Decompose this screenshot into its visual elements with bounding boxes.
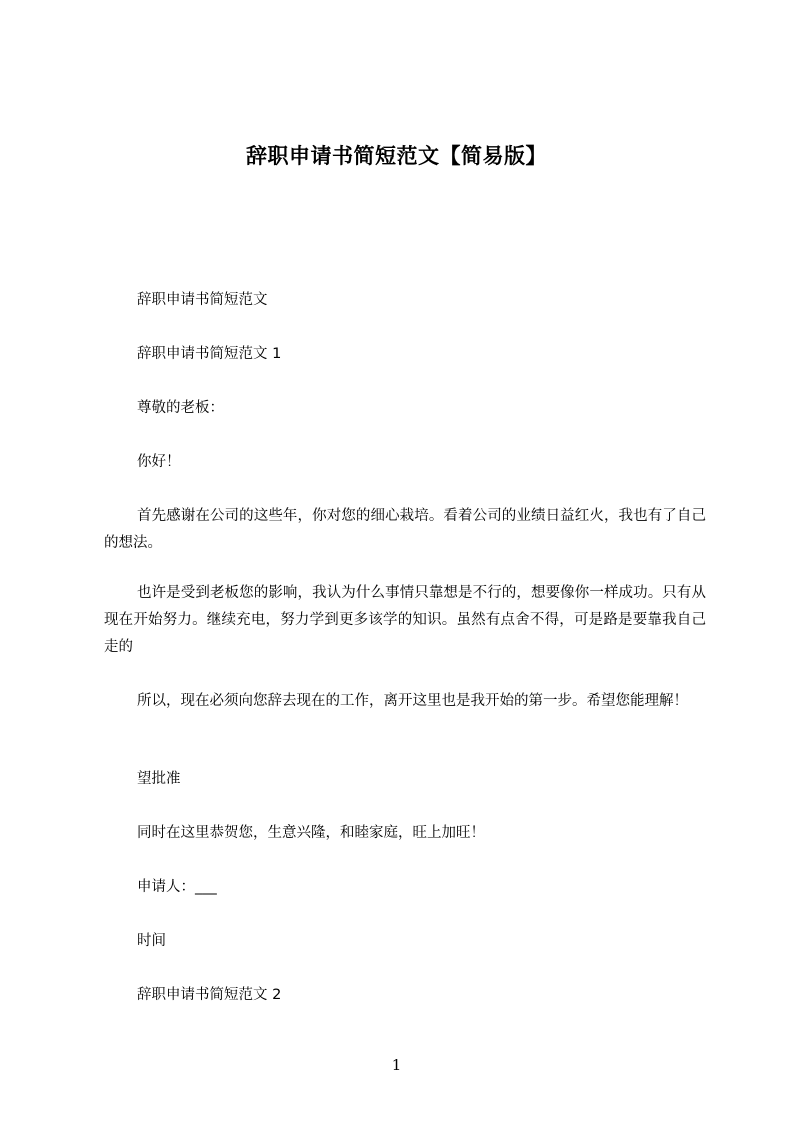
- paragraph-next-heading: 辞职申请书简短范文 2: [137, 987, 282, 1003]
- paragraph-greeting: 你好！: [137, 454, 181, 470]
- paragraph-wishes: 同时在这里恭贺您，生意兴隆，和睦家庭，旺上加旺！: [137, 825, 485, 841]
- paragraph-date: 时间: [137, 933, 166, 949]
- page-number: 1: [391, 1056, 402, 1074]
- paragraph-body: 所以，现在必须向您辞去现在的工作，离开这里也是我开始的第一步。希望您能理解！: [137, 693, 688, 709]
- paragraph-heading: 辞职申请书简短范文: [137, 292, 268, 308]
- document-title: 辞职申请书简短范文【简易版】: [246, 144, 547, 168]
- paragraph-body: 首先感谢在公司的这些年，你对您的细心栽培。看着公司的业绩日益红火，我也有了自己的想法。: [104, 508, 706, 551]
- paragraph-subheading: 辞职申请书简短范文 1: [137, 346, 282, 362]
- paragraph-salutation: 尊敬的老板：: [137, 400, 224, 416]
- paragraph-body: 也许是受到老板您的影响，我认为什么事情只靠想是不行的，想要像你一样成功。只有从现在开始努力。继续充电，努力学到更多该学的知识。虽然有点舍不得，可是路是要靠我自己走的: [104, 585, 706, 655]
- paragraph-request: 望批准: [137, 771, 181, 787]
- paragraph-applicant: 申请人：___: [137, 879, 217, 895]
